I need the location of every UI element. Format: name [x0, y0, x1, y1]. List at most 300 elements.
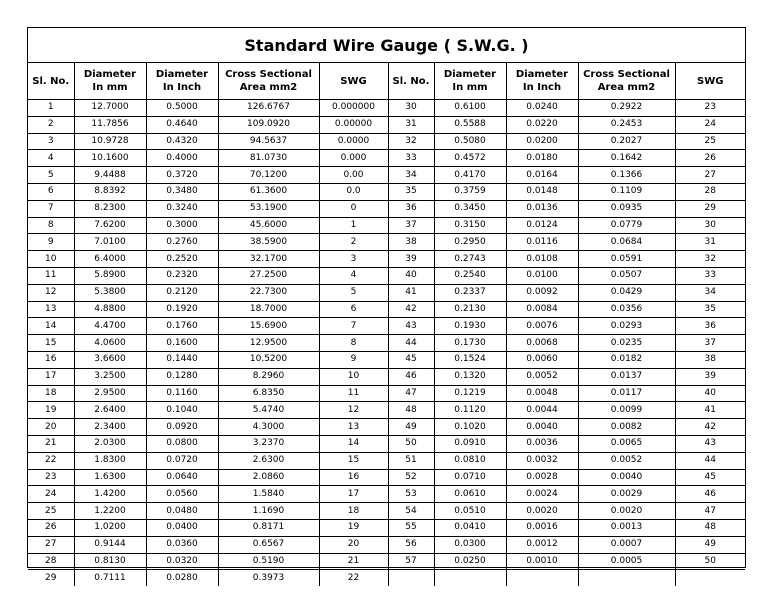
table-cell: 0.0779: [578, 217, 675, 234]
table-cell: 0.0: [319, 183, 388, 200]
table-cell: 49: [388, 419, 434, 436]
table-cell: 3.2370: [218, 435, 319, 452]
table-cell: 0.0164: [506, 167, 578, 184]
table-cell: 19: [319, 519, 388, 536]
table-cell: 2.3400: [74, 419, 146, 436]
table-cell: 1.4200: [74, 486, 146, 503]
table-cell: 21: [319, 553, 388, 570]
table-row: [28, 183, 745, 200]
table-cell: 45: [675, 469, 745, 486]
table-cell: 12: [319, 402, 388, 419]
column-header: Sl. No.: [388, 63, 434, 100]
table-cell: 0.4000: [146, 150, 218, 167]
table-cell: 0.0640: [146, 469, 218, 486]
table-cell: 18: [319, 503, 388, 520]
table-cell: 54: [388, 503, 434, 520]
table-cell: 23: [675, 100, 745, 117]
table-row: [28, 452, 745, 469]
table-cell: 0.1040: [146, 402, 218, 419]
table-row: [28, 351, 745, 368]
table-cell: 0.3000: [146, 217, 218, 234]
table-cell: 44: [388, 335, 434, 352]
table-cell: 8.2960: [218, 368, 319, 385]
table-row: [28, 402, 745, 419]
column-header: SWG: [675, 63, 745, 100]
table-cell: 0.0048: [506, 385, 578, 402]
table-cell: 0.0293: [578, 318, 675, 335]
table-cell: 0.00000: [319, 116, 388, 133]
table-cell: 14: [319, 435, 388, 452]
table-cell: 15: [28, 335, 74, 352]
table-cell: 0.2130: [434, 301, 506, 318]
table-cell: 0.1930: [434, 318, 506, 335]
column-header: Cross Sectional Area mm2: [218, 63, 319, 100]
table-cell: 0.1109: [578, 183, 675, 200]
table-cell: 1.1690: [218, 503, 319, 520]
table-cell: 0.0800: [146, 435, 218, 452]
table-cell: 2.9500: [74, 385, 146, 402]
table-cell: 2.0860: [218, 469, 319, 486]
table-cell: 0.0007: [578, 536, 675, 553]
table-row: [28, 251, 745, 268]
table-cell: 47: [675, 503, 745, 520]
table-cell: 0.0510: [434, 503, 506, 520]
table-cell: 0.0684: [578, 234, 675, 251]
table-cell: 0.0356: [578, 301, 675, 318]
table-cell: 6.4000: [74, 251, 146, 268]
table-cell: 0.5000: [146, 100, 218, 117]
table-cell: 0.0016: [506, 519, 578, 536]
table-cell: 0.5080: [434, 133, 506, 150]
table-cell: 35: [388, 183, 434, 200]
table-cell: 0.0005: [578, 553, 675, 570]
table-cell: 1: [28, 100, 74, 117]
table-row: [28, 570, 745, 586]
table-cell: 37: [388, 217, 434, 234]
table-cell: 9: [28, 234, 74, 251]
table-row: [28, 318, 745, 335]
table-cell: 0.0084: [506, 301, 578, 318]
table-cell: 12: [28, 284, 74, 301]
table-cell: 27: [675, 167, 745, 184]
table-cell: 0.4572: [434, 150, 506, 167]
header-row: [28, 63, 745, 100]
table-row: [28, 167, 745, 184]
table-cell: 4.4700: [74, 318, 146, 335]
table-cell: 17: [319, 486, 388, 503]
table-cell: 41: [675, 402, 745, 419]
table-cell: 47: [388, 385, 434, 402]
table-cell: 5.3800: [74, 284, 146, 301]
table-cell: 8.8392: [74, 183, 146, 200]
table-cell: 0.0012: [506, 536, 578, 553]
table-cell: 0.0036: [506, 435, 578, 452]
table-cell: 0.0040: [506, 419, 578, 436]
table-cell: 30: [675, 217, 745, 234]
table-cell: 0.0710: [434, 469, 506, 486]
table-cell: 0.0024: [506, 486, 578, 503]
table-cell: 0.0108: [506, 251, 578, 268]
table-cell: 1.6300: [74, 469, 146, 486]
table-cell: 38.5900: [218, 234, 319, 251]
table-cell: 0.6100: [434, 100, 506, 117]
table-cell: 28: [675, 183, 745, 200]
table-cell: 3: [28, 133, 74, 150]
table-cell: 50: [675, 553, 745, 570]
table-cell: 0.2743: [434, 251, 506, 268]
table-cell: 0.000000: [319, 100, 388, 117]
table-cell: 0.0320: [146, 553, 218, 570]
table-cell: 0.1320: [434, 368, 506, 385]
table-cell: [506, 570, 578, 586]
table-cell: 6: [28, 183, 74, 200]
table-row: [28, 536, 745, 553]
table-cell: 40: [675, 385, 745, 402]
table-cell: 5.8900: [74, 267, 146, 284]
table-cell: 51: [388, 452, 434, 469]
table-cell: 0.2453: [578, 116, 675, 133]
table-cell: 0.0028: [506, 469, 578, 486]
table-cell: 18.7000: [218, 301, 319, 318]
table-cell: 0.0591: [578, 251, 675, 268]
table-cell: 0.0560: [146, 486, 218, 503]
table-row: [28, 486, 745, 503]
column-header: Diameter In mm: [74, 63, 146, 100]
table-cell: 0.0610: [434, 486, 506, 503]
table-cell: 11: [28, 267, 74, 284]
table-cell: 0.0507: [578, 267, 675, 284]
table-cell: 0.0910: [434, 435, 506, 452]
table-cell: 11.7856: [74, 116, 146, 133]
table-cell: [675, 570, 745, 586]
table-cell: 0.2520: [146, 251, 218, 268]
table-cell: 8: [28, 217, 74, 234]
table-cell: 37: [675, 335, 745, 352]
table-cell: 26: [675, 150, 745, 167]
table-cell: 1.2200: [74, 503, 146, 520]
table-cell: 33: [675, 267, 745, 284]
column-header: SWG: [319, 63, 388, 100]
table-cell: 48: [675, 519, 745, 536]
table-cell: 0.1280: [146, 368, 218, 385]
table-cell: 94.5637: [218, 133, 319, 150]
table-cell: 0.0117: [578, 385, 675, 402]
table-cell: 0.2760: [146, 234, 218, 251]
table-cell: 32: [675, 251, 745, 268]
table-cell: 0.1160: [146, 385, 218, 402]
table-cell: 34: [675, 284, 745, 301]
table-cell: 0.1366: [578, 167, 675, 184]
table-cell: 0.0250: [434, 553, 506, 570]
table-cell: 7: [28, 200, 74, 217]
table-cell: 0.0148: [506, 183, 578, 200]
table-cell: 36: [388, 200, 434, 217]
table-cell: 0.4170: [434, 167, 506, 184]
table-cell: 0.0099: [578, 402, 675, 419]
table-cell: 13: [28, 301, 74, 318]
table-cell: 0.0410: [434, 519, 506, 536]
table-cell: 0.1600: [146, 335, 218, 352]
table-row: [28, 469, 745, 486]
table-row: [28, 368, 745, 385]
table-cell: 26: [28, 519, 74, 536]
table-cell: 0.0076: [506, 318, 578, 335]
table-cell: 22: [28, 452, 74, 469]
table-cell: 0.1440: [146, 351, 218, 368]
table-cell: 12.7000: [74, 100, 146, 117]
table-cell: 0.2950: [434, 234, 506, 251]
table-row: [28, 419, 745, 436]
table-cell: 10: [319, 368, 388, 385]
table-cell: 46: [675, 486, 745, 503]
table-cell: 4.3000: [218, 419, 319, 436]
table-cell: 0.6567: [218, 536, 319, 553]
table-cell: 0.0935: [578, 200, 675, 217]
table-cell: 0.0040: [578, 469, 675, 486]
swg-table: [28, 63, 745, 586]
column-header: Diameter In mm: [434, 63, 506, 100]
table-cell: 0.0032: [506, 452, 578, 469]
table-cell: 39: [675, 368, 745, 385]
table-cell: 28: [28, 553, 74, 570]
table-cell: 33: [388, 150, 434, 167]
table-cell: 20: [319, 536, 388, 553]
table-cell: 38: [388, 234, 434, 251]
table-cell: 0.3480: [146, 183, 218, 200]
table-cell: 2: [319, 234, 388, 251]
table-cell: 27.2500: [218, 267, 319, 284]
table-cell: 0.1219: [434, 385, 506, 402]
table-cell: 70.1200: [218, 167, 319, 184]
table-cell: 48: [388, 402, 434, 419]
table-cell: 10.1600: [74, 150, 146, 167]
table-cell: 0.0810: [434, 452, 506, 469]
table-cell: 0.0082: [578, 419, 675, 436]
table-cell: 0.0480: [146, 503, 218, 520]
table-cell: 0.3450: [434, 200, 506, 217]
table-cell: 25: [28, 503, 74, 520]
table-cell: 8.2300: [74, 200, 146, 217]
table-cell: 5: [28, 167, 74, 184]
table-cell: 0.0220: [506, 116, 578, 133]
table-cell: 21: [28, 435, 74, 452]
table-cell: 0.2922: [578, 100, 675, 117]
table-cell: 1.0200: [74, 519, 146, 536]
table-cell: 52: [388, 469, 434, 486]
table-cell: 22: [319, 570, 388, 586]
table-cell: 0.0044: [506, 402, 578, 419]
table-cell: 43: [675, 435, 745, 452]
table-cell: 9: [319, 351, 388, 368]
table-cell: 0.0360: [146, 536, 218, 553]
table-cell: 3.6600: [74, 351, 146, 368]
table-cell: 23: [28, 469, 74, 486]
table-cell: 0.0065: [578, 435, 675, 452]
table-cell: 0.1642: [578, 150, 675, 167]
table-cell: 0.0092: [506, 284, 578, 301]
table-cell: 45: [388, 351, 434, 368]
table-cell: 81.0730: [218, 150, 319, 167]
table-cell: 40: [388, 267, 434, 284]
table-cell: 42: [675, 419, 745, 436]
table-cell: 0.0429: [578, 284, 675, 301]
table-cell: 53: [388, 486, 434, 503]
table-row: [28, 301, 745, 318]
table-row: [28, 234, 745, 251]
table-cell: [434, 570, 506, 586]
table-cell: 61.3600: [218, 183, 319, 200]
table-cell: 2.6300: [218, 452, 319, 469]
table-row: [28, 519, 745, 536]
table-cell: 17: [28, 368, 74, 385]
table-cell: 6.8350: [218, 385, 319, 402]
table-cell: 0.0920: [146, 419, 218, 436]
table-row: [28, 335, 745, 352]
table-cell: 0: [319, 200, 388, 217]
table-cell: 49: [675, 536, 745, 553]
table-cell: 0.2337: [434, 284, 506, 301]
table-cell: 35: [675, 301, 745, 318]
table-cell: 0.0240: [506, 100, 578, 117]
table-cell: 44: [675, 452, 745, 469]
table-cell: 2.6400: [74, 402, 146, 419]
table-cell: 6: [319, 301, 388, 318]
table-cell: 0.2320: [146, 267, 218, 284]
table-cell: 0.0180: [506, 150, 578, 167]
table-cell: 0.5588: [434, 116, 506, 133]
table-row: [28, 553, 745, 570]
table-cell: 9.4488: [74, 167, 146, 184]
table-cell: 0.4640: [146, 116, 218, 133]
table-cell: 126.6767: [218, 100, 319, 117]
table-cell: 0.0720: [146, 452, 218, 469]
table-cell: 10.9728: [74, 133, 146, 150]
table-cell: 12.9500: [218, 335, 319, 352]
table-cell: 16: [28, 351, 74, 368]
table-row: [28, 100, 745, 117]
table-cell: 0.8171: [218, 519, 319, 536]
table-cell: 32: [388, 133, 434, 150]
table-cell: 29: [28, 570, 74, 586]
table-cell: 0.0300: [434, 536, 506, 553]
table-cell: 0.1020: [434, 419, 506, 436]
table-cell: 0.0052: [578, 452, 675, 469]
table-cell: 42: [388, 301, 434, 318]
table-cell: 1.5840: [218, 486, 319, 503]
table-cell: 0.0052: [506, 368, 578, 385]
table-cell: 5.4740: [218, 402, 319, 419]
table-cell: 0.0136: [506, 200, 578, 217]
table-cell: 4: [319, 267, 388, 284]
table-cell: 0.0068: [506, 335, 578, 352]
table-row: [28, 217, 745, 234]
table-cell: 38: [675, 351, 745, 368]
swg-table-sheet: [27, 27, 746, 583]
table-cell: 27: [28, 536, 74, 553]
table-cell: 0.3720: [146, 167, 218, 184]
table-cell: 0.7111: [74, 570, 146, 586]
table-cell: 1: [319, 217, 388, 234]
table-cell: 0.0200: [506, 133, 578, 150]
table-row: [28, 284, 745, 301]
table-cell: 0.0235: [578, 335, 675, 352]
table-row: [28, 133, 745, 150]
table-cell: 4.0600: [74, 335, 146, 352]
table-cell: 5: [319, 284, 388, 301]
table-cell: 18: [28, 385, 74, 402]
table-cell: 0.0020: [506, 503, 578, 520]
table-cell: 2.0300: [74, 435, 146, 452]
table-cell: 0.0124: [506, 217, 578, 234]
table-cell: 15: [319, 452, 388, 469]
table-cell: 10: [28, 251, 74, 268]
table-cell: 34: [388, 167, 434, 184]
table-cell: 3: [319, 251, 388, 268]
table-cell: 0.1730: [434, 335, 506, 352]
table-cell: [578, 570, 675, 586]
table-cell: 31: [675, 234, 745, 251]
table-cell: 0.0100: [506, 267, 578, 284]
table-row: [28, 267, 745, 284]
table-cell: 0.0013: [578, 519, 675, 536]
table-row: [28, 503, 745, 520]
table-cell: 0.3973: [218, 570, 319, 586]
table-row: [28, 116, 745, 133]
table-cell: 50: [388, 435, 434, 452]
table-cell: 19: [28, 402, 74, 419]
table-cell: 30: [388, 100, 434, 117]
table-cell: 7.6200: [74, 217, 146, 234]
table-cell: 41: [388, 284, 434, 301]
table-row: [28, 435, 745, 452]
table-cell: 4.8800: [74, 301, 146, 318]
table-cell: 0.0137: [578, 368, 675, 385]
table-cell: 0.0029: [578, 486, 675, 503]
table-cell: 25: [675, 133, 745, 150]
table-cell: 0.0116: [506, 234, 578, 251]
table-cell: 0.0182: [578, 351, 675, 368]
table-cell: 0.0020: [578, 503, 675, 520]
table-cell: 0.2120: [146, 284, 218, 301]
table-cell: 109.0920: [218, 116, 319, 133]
column-header: Diameter In Inch: [506, 63, 578, 100]
table-cell: 0.4320: [146, 133, 218, 150]
table-cell: 24: [675, 116, 745, 133]
table-cell: 45.6000: [218, 217, 319, 234]
table-row: [28, 150, 745, 167]
column-header: Diameter In Inch: [146, 63, 218, 100]
table-cell: 2: [28, 116, 74, 133]
table-cell: 0.1920: [146, 301, 218, 318]
table-cell: 0.1524: [434, 351, 506, 368]
table-cell: 0.2027: [578, 133, 675, 150]
table-row: [28, 385, 745, 402]
table-cell: 24: [28, 486, 74, 503]
table-cell: 7: [319, 318, 388, 335]
table-cell: 53.1900: [218, 200, 319, 217]
table-cell: 0.0060: [506, 351, 578, 368]
table-cell: 0.0280: [146, 570, 218, 586]
table-cell: 7.0100: [74, 234, 146, 251]
table-cell: 1.8300: [74, 452, 146, 469]
table-cell: 22.7300: [218, 284, 319, 301]
table-cell: 10.5200: [218, 351, 319, 368]
table-cell: 32.1700: [218, 251, 319, 268]
table-cell: 46: [388, 368, 434, 385]
table-cell: 13: [319, 419, 388, 436]
table-cell: 57: [388, 553, 434, 570]
table-cell: 0.1120: [434, 402, 506, 419]
